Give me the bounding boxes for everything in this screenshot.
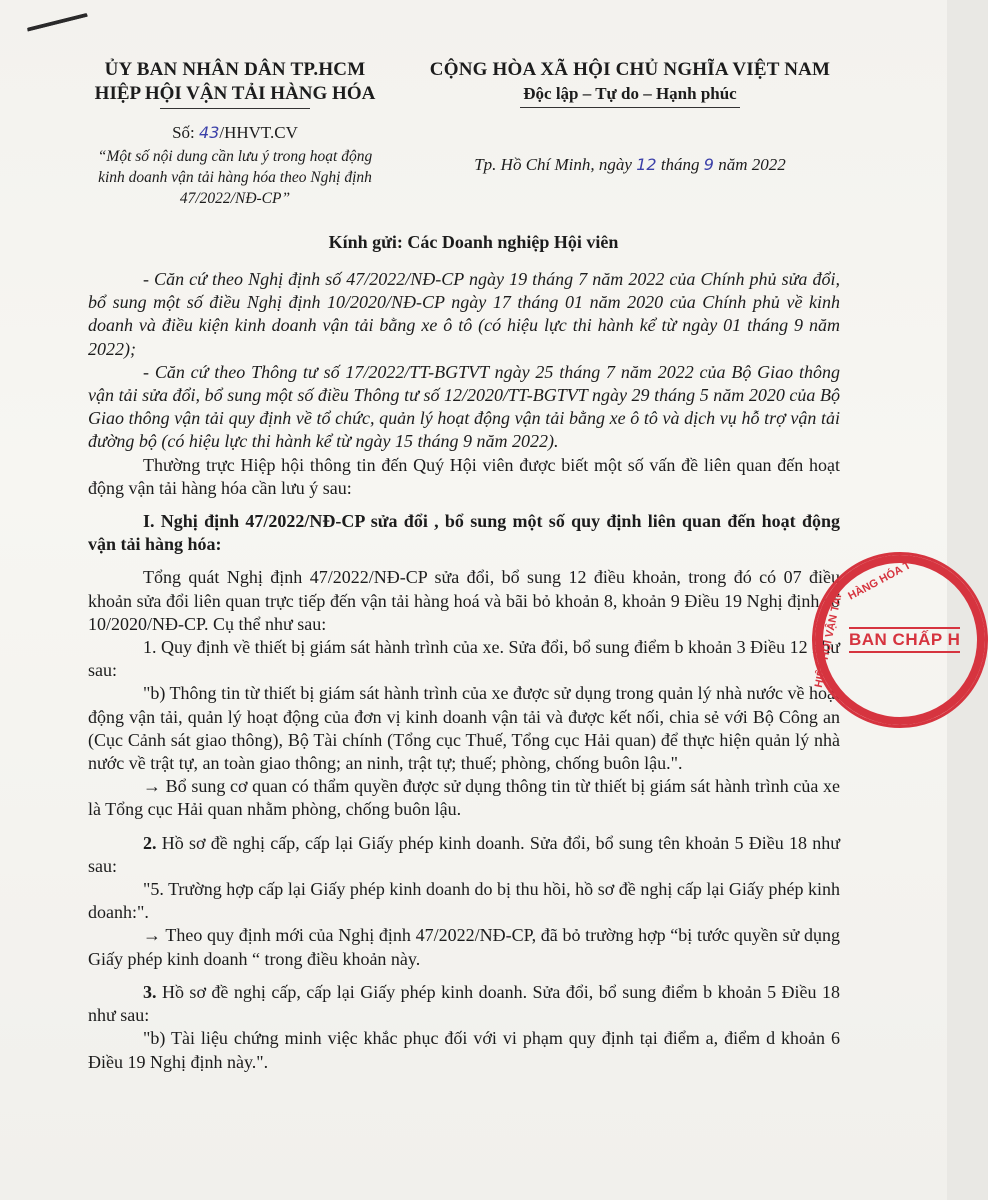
item-3-quote: "b) Tài liệu chứng minh việc khắc phục đối với vi phạm quy định tại điểm a, điểm d khoản 6 Điều 19 Nghị định này.". — [88, 1028, 840, 1072]
item-2-title — [88, 832, 840, 878]
nation-title: CỘNG HÒA XÃ HỘI CHỦ NGHĨA VIỆT NAM — [429, 59, 831, 80]
item-3-title-text: Hồ sơ đề nghị cấp, cấp lại Giấy phép kinh doanh. Sửa đổi, bổ sung điểm b khoản 5 Điều 18 như sau: — [88, 981, 840, 1026]
red-seal-stamp — [812, 552, 988, 728]
issuer-parent: ỦY BAN NHÂN DÂN TP.HCM — [104, 59, 366, 80]
month-word: tháng — [660, 155, 700, 174]
document-subject — [70, 146, 400, 209]
recipient-line: Kính gửi: Các Doanh nghiệp Hội viên — [328, 232, 619, 252]
item-3-title — [88, 981, 840, 1027]
subject-line: 47/2022/NĐ-CP” — [179, 190, 291, 207]
legal-basis-2: - Căn cứ theo Thông tư số 17/2022/TT-BGTVT ngày 25 tháng 7 năm 2022 của Bộ Giao thông vận tải sửa đổi, bổ sung một số điều Thông tư số 12/2020/TT-BGTVT ngày 29 tháng 5 năm 2020 của Bộ Giao thông vận tải quy định về tổ chức, quản lý hoạt động vận tải bằng xe ô tô và dịch vụ hỗ trợ vận tải đường bộ (có hiệu lực thi hành kể từ ngày 15 tháng 9 năm 2022). — [88, 361, 840, 452]
intro-paragraph: Thường trực Hiệp hội thông tin đến Quý Hội viên được biết một số vấn đề liên quan đến hoạt động vận tải hàng hóa cần lưu ý sau: — [88, 454, 840, 498]
date-month: 9 — [703, 155, 714, 174]
document-number — [70, 123, 400, 143]
docno-suffix: /HHVT.CV — [219, 123, 298, 142]
overview-paragraph: Tổng quát Nghị định 47/2022/NĐ-CP sửa đổi, bổ sung 12 điều khoản, trong đó có 07 điều khoản sửa đổi liên quan trực tiếp đến vận tải hàng hoá và bãi bỏ khoản 8, khoản 9 Điều 19 Nghị định số 10/2020/NĐ-CP. Cụ thể như sau: — [88, 567, 840, 634]
stamp-arc-left: HIỆP HỘI VẬN TẢI — [812, 593, 845, 689]
docno-handwritten: 43 — [199, 123, 220, 142]
date-year: năm 2022 — [718, 155, 786, 174]
item-2-quote: "5. Trường hợp cấp lại Giấy phép kinh doanh do bị thu hồi, hồ sơ đề nghị cấp lại Giấy phép kinh doanh:". — [88, 879, 840, 923]
item-2-title-text: Hồ sơ đề nghị cấp, cấp lại Giấy phép kinh doanh. Sửa đổi, bổ sung tên khoản 5 Điều 18 như sau: — [88, 832, 841, 876]
document-body — [88, 268, 840, 1074]
item-2-note: → Theo quy định mới của Nghị định 47/2022/NĐ-CP, đã bỏ trường hợp “bị tước quyền sử dụng Giấy phép kinh doanh “ trong điều khoản này. — [88, 925, 840, 969]
issuer-name: HIỆP HỘI VẬN TẢI HÀNG HÓA — [94, 83, 376, 104]
scan-mark — [27, 13, 92, 45]
section-1-heading: I. Nghị định 47/2022/NĐ-CP sửa đổi , bổ sung một số quy định liên quan đến hoạt động vận tải hàng hóa: — [88, 511, 840, 555]
docno-prefix: Số: — [172, 123, 195, 142]
issuer-underline — [160, 108, 310, 109]
item-1-note: → Bổ sung cơ quan có thẩm quyền được sử dụng thông tin từ thiết bị giám sát hành trình của xe là Tổng cục Hải quan nhằm phòng, chống buôn lậu. — [88, 776, 840, 820]
national-motto: Độc lập – Tự do – Hạnh phúc — [523, 84, 737, 103]
date-day: 12 — [636, 155, 657, 174]
item-1-title: 1. Quy định về thiết bị giám sát hành trình của xe. Sửa đổi, bổ sung điểm b khoản 3 Điều 12 như sau: — [88, 637, 840, 681]
national-header — [400, 58, 860, 175]
item-2-number: 2. — [143, 832, 157, 853]
stamp-center-text: BAN CHẤP H — [849, 627, 960, 653]
issuer-block — [70, 58, 400, 209]
stamp-arc-top: HÀNG HÓA T — [846, 559, 914, 603]
motto-underline — [520, 107, 740, 108]
subject-line: kinh doanh vận tải hàng hóa theo Nghị định — [98, 169, 372, 186]
item-1-quote: "b) Thông tin từ thiết bị giám sát hành trình của xe được sử dụng trong quản lý nhà nước về hoạt động vận tải, quản lý hoạt động của đơn vị kinh doanh vận tải và được kết nối, chia sẻ với Bộ Công an (Cục Cảnh sát giao thông), Bộ Tài chính (Tổng cục Thuế, Tổng cục Hải quan) để thực hiện quản lý nhà nước về trật tự, an toàn giao thông; an ninh, trật tự; thuế; phòng, chống buôn lậu.". — [88, 683, 840, 774]
legal-basis-1: - Căn cứ theo Nghị định số 47/2022/NĐ-CP ngày 19 tháng 7 năm 2022 của Chính phủ sửa đổi, bổ sung một số điều Nghị định 10/2020/NĐ-CP ngày 17 tháng 01 năm 2020 của Chính phủ về kinh doanh và điều kiện kinh doanh vận tải bằng xe ô tô (có hiệu lực thi hành kể từ ngày 01 tháng 9 năm 2022); — [88, 269, 840, 359]
place-date — [400, 155, 860, 175]
item-3-number: 3. — [143, 981, 157, 1002]
place-prefix: Tp. Hồ Chí Minh, ngày — [474, 155, 632, 174]
subject-line: “Một số nội dung cần lưu ý trong hoạt động — [97, 148, 373, 165]
